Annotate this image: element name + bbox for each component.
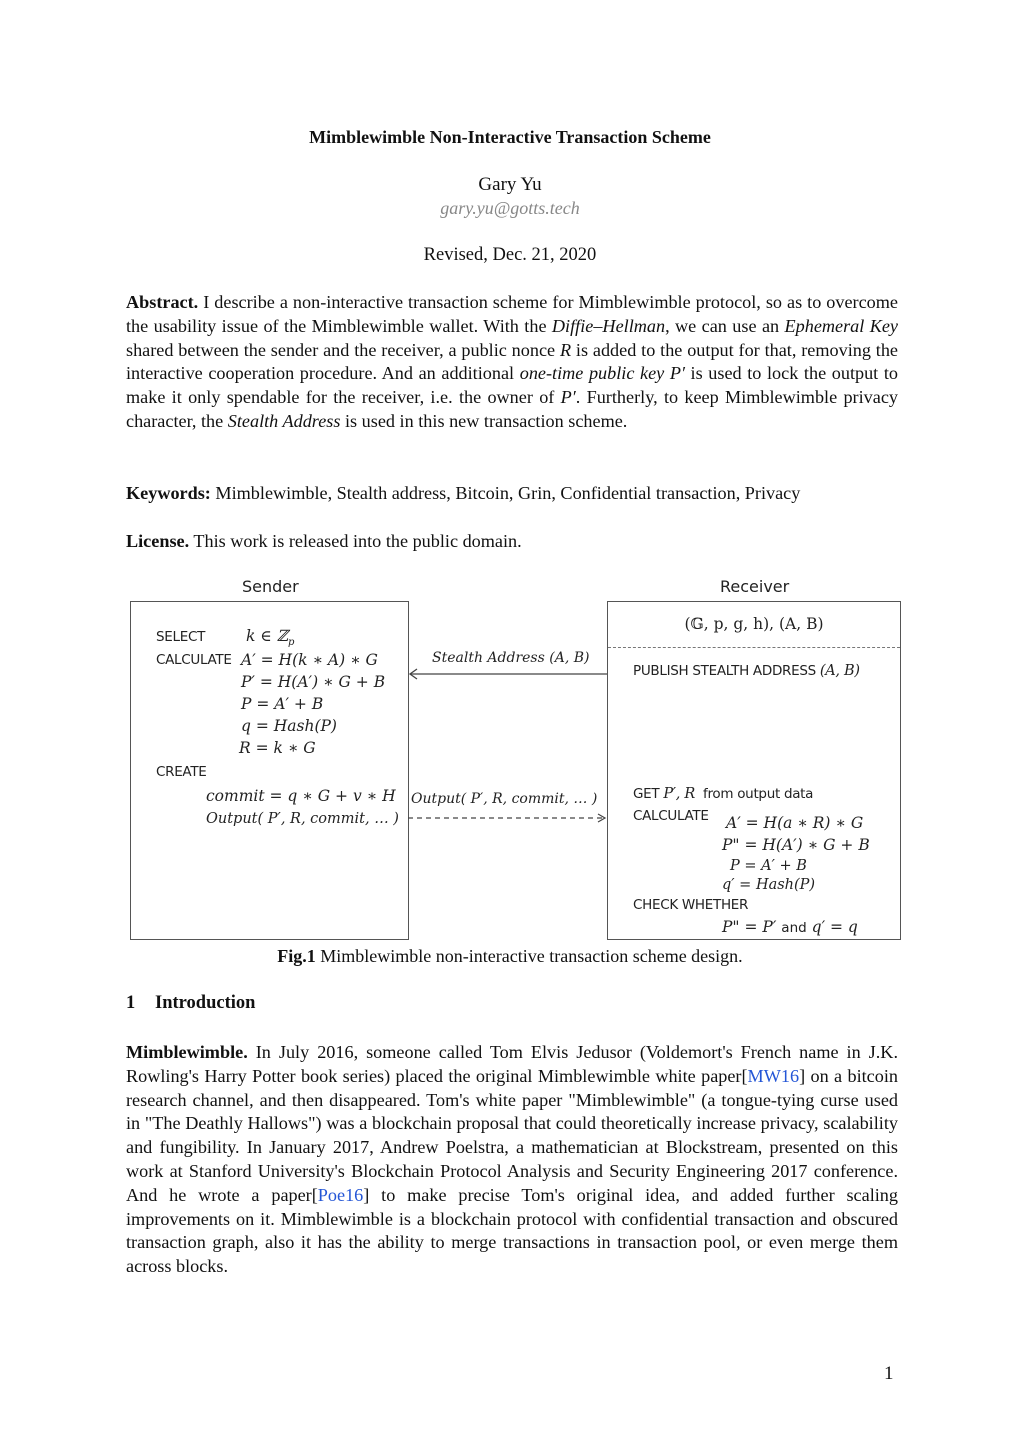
sender-eq1: A′ = H(k ∗ A) ∗ G [241,651,378,669]
abstract-math: R [559,339,572,360]
page-number: 1 [884,1363,894,1384]
check-math1: P" = P′ [722,918,777,936]
abstract-text: is added to the output for that, removing the interactive cooperation procedure. And an additional [126,339,898,384]
license-text: This work is released into the public domain. [189,531,522,551]
sender-box [130,601,409,940]
caption-label: Fig.1 [277,946,316,966]
section-heading [126,993,255,1014]
abstract-text: . Furtherly, to keep Mimblewimble privacy character, the [126,387,898,431]
check-label: CHECK WHETHER [633,897,749,913]
sender-heading: Sender [242,577,299,596]
sender-eq7: Output( P′, R, commit, … ) [206,811,399,827]
intro-text: ] on a bitcoin research channel, and then disappeared. Tom's white paper "Mimblewimble" (a tongue-tying curse used in "The Deathly Hallows") was a blockchain proposal that could theoretically increase privacy, scalability and fungibility. In January 2017, Andrew Poelstra, a mathematician at Blockstream, presented on this work at Stanford University's Blockchain Protocol Analysis and Security Engineering 2017 conference. And he wrote a paper[ [126,1065,898,1205]
paper-title: Mimblewimble Non-Interactive Transaction Scheme [309,127,711,147]
sender-eq2: P′ = H(A′) ∗ G + B [241,673,386,691]
arrow1-label: Stealth Address (A, B) [432,650,590,666]
caption-text: Mimblewimble non-interactive transaction scheme design. [315,946,743,966]
sender-eq5: R = k ∗ G [239,739,316,757]
get-suffix: from output data [703,786,814,802]
abstract-text: , we can use an [665,315,785,336]
abstract-text: I describe a non-interactive transaction scheme for Mimblewimble protocol, so as to overcome the usability issue of the Mimblewimble wallet. With the [126,292,898,336]
get-math: P′, R [663,786,696,802]
abstract-math: P′ [560,387,576,408]
abstract-emph: one-time public key P′ [519,363,685,384]
arrow2-label: Output( P′, R, commit, … ) [411,791,598,807]
abstract-emph: Diffie–Hellman [551,315,666,336]
keywords-line [126,482,898,506]
receiver-calculate-label: CALCULATE [633,808,709,824]
license-line [126,530,898,554]
revision-date: Revised, Dec. 21, 2020 [423,245,597,265]
get-label [633,786,813,802]
receiver-eq2: P" = H(A′) ∗ G + B [722,836,870,854]
intro-paragraph [126,1041,898,1279]
receiver-eq3: P = A′ + B [730,858,807,874]
abstract-text: is used to lock the output to make it only spendable for the receiver, i.e. the owner of [126,363,898,408]
section-number: 1 [126,993,136,1013]
receiver-params: (𝔾, p, g, h), (A, B) [684,615,824,633]
receiver-eq1: A′ = H(a ∗ R) ∗ G [726,814,864,832]
sender-eq6: commit = q ∗ G + v ∗ H [206,787,396,805]
abstract-emph: Ephemeral Key [784,315,898,336]
abstract-emph: Stealth Address [227,410,341,431]
receiver-heading: Receiver [720,577,790,596]
figure-caption [0,946,1020,967]
select-expr: k ∈ ℤ [246,627,289,645]
keywords-label: Keywords: [126,483,211,503]
get-text: GET [633,786,660,802]
publish-math: (A, B) [819,663,860,679]
keywords-text: Mimblewimble, Stealth address, Bitcoin, Grin, Confidential transaction, Privacy [210,483,801,503]
citation-link-mw16[interactable]: MW16 [747,1065,800,1086]
author-email[interactable]: gary.yu@gotts.tech [440,198,580,218]
arrow-left-icon [408,668,608,680]
abstract-label: Abstract. [126,292,199,312]
sender-eq3: P = A′ + B [241,695,324,713]
section-title: Introduction [155,993,256,1013]
publish-text: PUBLISH STEALTH ADDRESS [633,663,816,679]
check-math2: q′ = q [811,918,858,936]
citation-link-poe16[interactable]: Poe16 [317,1184,364,1205]
license-label: License. [126,531,190,551]
select-label: SELECT [156,629,206,645]
receiver-box [607,601,901,940]
abstract-text: is used in this new transaction scheme. [340,410,628,431]
intro-text: ] to make precise Tom's original idea, and added further scaling improvements on it. Mimblewimble is a blockchain protocol with confidential transaction and obscured transaction graph, also it has the ability to merge transactions in transaction pool, or even merge them across blocks. [126,1184,898,1277]
sender-eq4: q = Hash(P) [241,717,337,735]
abstract-text: shared between the sender and the receiver, a public nonce [126,339,560,360]
dashed-divider [608,647,900,648]
select-sub: p [288,637,295,649]
receiver-eq4: q′ = Hash(P) [722,877,816,893]
check-expression [722,918,858,936]
author-name: Gary Yu [478,174,542,195]
abstract-paragraph [126,291,898,434]
select-math [246,627,294,648]
calculate-label: CALCULATE [156,652,232,668]
intro-label: Mimblewimble. [126,1042,248,1062]
create-label: CREATE [156,764,207,780]
publish-label [633,663,860,679]
check-and: and [781,920,807,936]
dashed-arrow-right-icon [408,812,608,824]
intro-text: In July 2016, someone called Tom Elvis Jedusor (Voldemort's French name in J.K. Rowling's Harry Potter book series) placed the original Mimblewimble white paper[ [126,1042,898,1086]
